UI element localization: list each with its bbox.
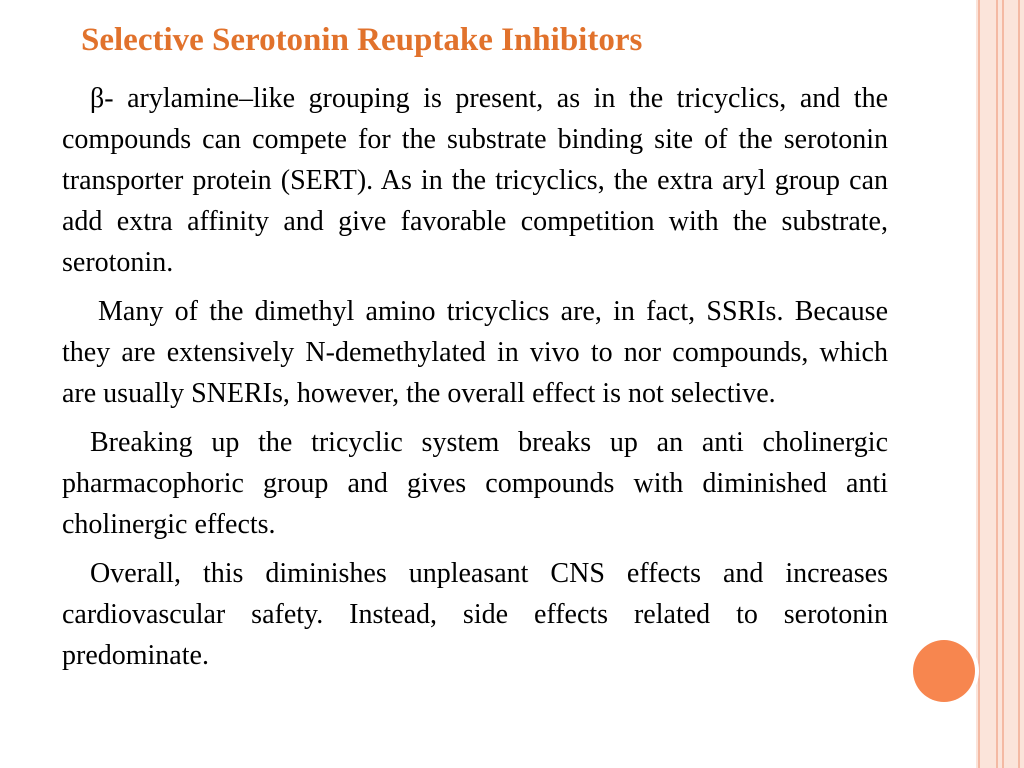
border-line bbox=[1018, 0, 1020, 768]
slide-title: Selective Serotonin Reuptake Inhibitors bbox=[81, 22, 643, 58]
paragraph-sert-binding: β- arylamine–like grouping is present, as in the tricyclics, and the compounds can compete for the substrate binding site of the serotonin transporter protein (SERT). As in the tricyclics, the extra aryl group can add extra affinity and give favorable competition with the substrate, serotonin. bbox=[62, 83, 888, 278]
border-line bbox=[978, 0, 980, 768]
border-line bbox=[1002, 0, 1004, 768]
paragraph-cns-effects: Overall, this diminishes unpleasant CNS effects and increases cardiovascular safety. Instead, side effects related to serotonin predominate. bbox=[62, 558, 888, 671]
border-line bbox=[996, 0, 998, 768]
accent-circle-decoration bbox=[913, 640, 975, 702]
paragraph-dimethyl-tricyclics: Many of the dimethyl amino tricyclics are, in fact, SSRIs. Because they are extensively N-demethylated in vivo to nor compounds, which are usually SNERIs, however, the overall effect is not selective. bbox=[62, 296, 888, 409]
slide-body bbox=[62, 78, 888, 684]
right-border-band bbox=[976, 0, 1024, 768]
paragraph-anticholinergic: Breaking up the tricyclic system breaks up an anti cholinergic pharmacophoric group and gives compounds with diminished anti cholinergic effects. bbox=[62, 427, 888, 540]
